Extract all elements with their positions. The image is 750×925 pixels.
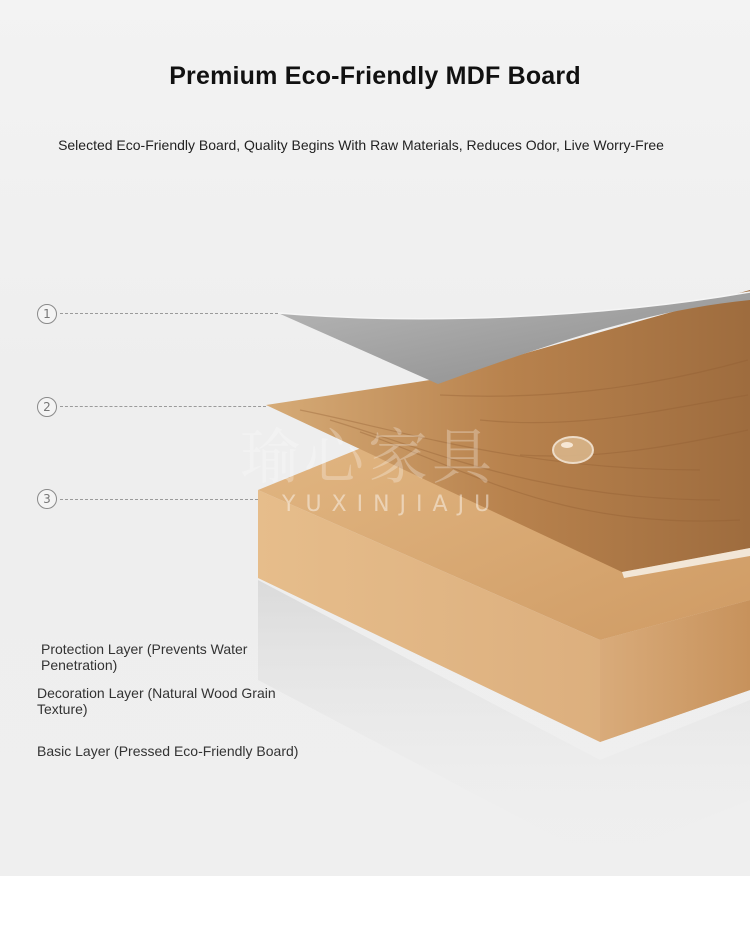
legend-basic-layer: Basic Layer (Pressed Eco-Friendly Board) bbox=[37, 743, 299, 759]
page-title: Premium Eco-Friendly MDF Board bbox=[169, 62, 581, 90]
leader-line-3 bbox=[60, 499, 258, 500]
leader-line-2 bbox=[60, 406, 266, 407]
leader-line-1 bbox=[60, 313, 278, 314]
layer-marker-2: 2 bbox=[37, 397, 57, 417]
brand-watermark-text: YUXINJIAJU bbox=[282, 492, 501, 517]
water-drop-icon bbox=[553, 437, 593, 463]
layer-marker-3: 3 bbox=[37, 489, 57, 509]
legend-decoration-layer: Decoration Layer (Natural Wood Grain Texture) bbox=[37, 685, 276, 717]
legend-protection-layer: Protection Layer (Prevents Water Penetration) bbox=[41, 641, 248, 673]
brand-watermark-logo: 瑜心家具 bbox=[240, 423, 496, 493]
layer-marker-1: 1 bbox=[37, 304, 57, 324]
page-subtitle: Selected Eco-Friendly Board, Quality Begins With Raw Materials, Reduces Odor, Live Worry-Free bbox=[58, 137, 664, 153]
